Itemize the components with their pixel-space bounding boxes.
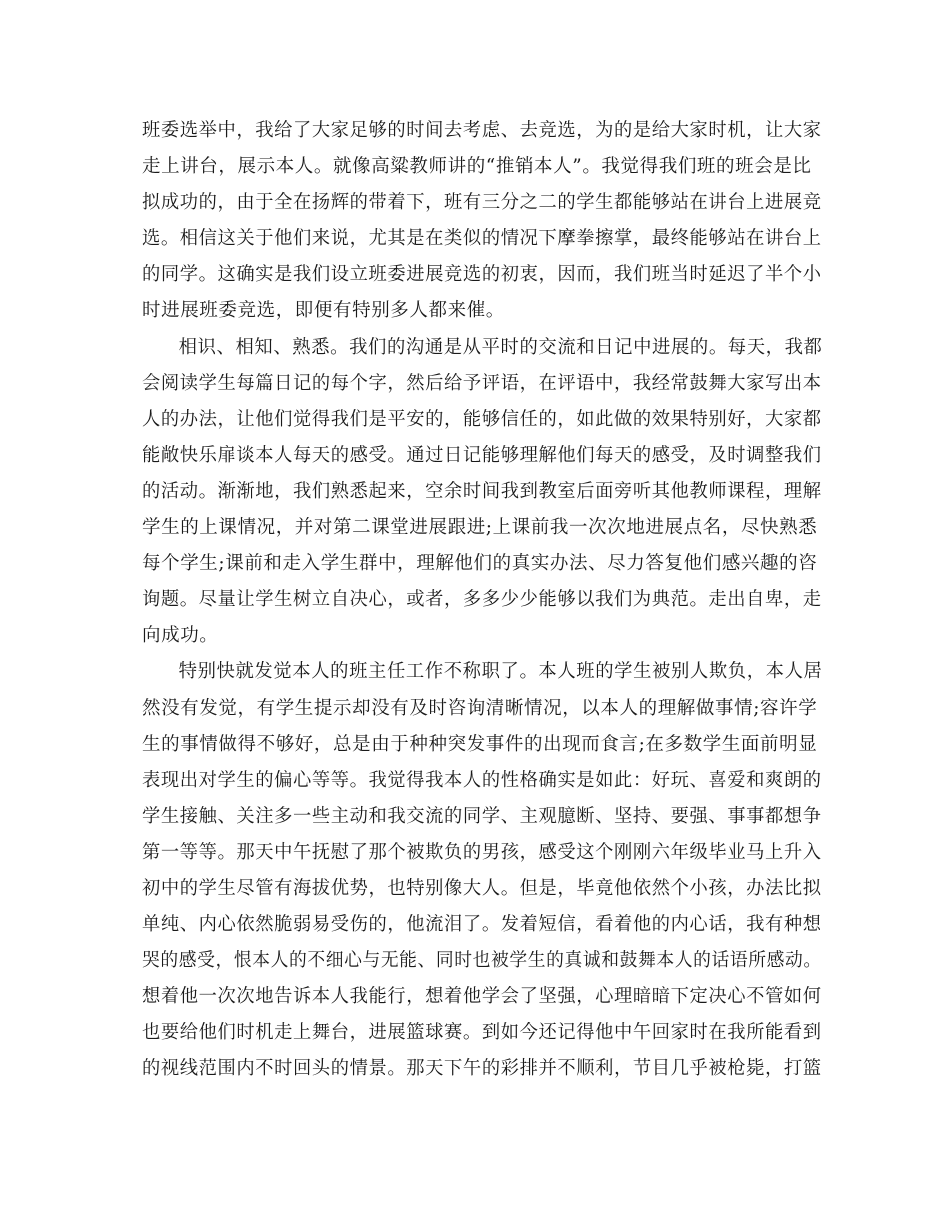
body-text bbox=[142, 113, 822, 1088]
text-line: 然没有发觉，有学生提示却没有及时咨询清晰情况，以本人的理解做事情;容许学 bbox=[142, 697, 818, 719]
text-line: 班委选举中，我给了大家足够的时间去考虑、去竞选，为的是给大家时机，让大家 bbox=[142, 120, 822, 141]
paragraph-first-line: 特别快就发觉本人的班主任工作不称职了。本人班的学生被别人欺负，本人居 bbox=[178, 661, 823, 683]
text-line: 初中的学生尽管有海拔优势，也特别像大人。但是，毕竟他依然个小孩，办法比拟 bbox=[142, 877, 822, 899]
text-line: 会阅读学生每篇日记的每个字，然后给予评语，在评语中，我经常鼓舞大家写出本 bbox=[142, 372, 822, 394]
text-line: 的视线范围内不时回头的情景。那天下午的彩排并不顺利，节目几乎被枪毙，打篮 bbox=[142, 1058, 822, 1080]
text-line: 能敞快乐扉谈本人每天的感受。通过日记能够理解他们每天的感受，及时调整我们 bbox=[142, 444, 822, 466]
text-line: 哭的感受，恨本人的不细心与无能、同时也被学生的真诚和鼓舞本人的话语所感动。 bbox=[142, 950, 822, 972]
text-line: 每个学生;课前和走入学生群中，理解他们的真实办法、尽力答复他们感兴趣的咨 bbox=[142, 553, 818, 575]
text-line: 询题。尽量让学生树立自决心，或者，多多少少能够以我们为典范。走出自卑，走 bbox=[142, 589, 822, 611]
paragraph-first-line: 相识、相知、熟悉。我们的沟通是从平时的交流和日记中进展的。每天，我都 bbox=[178, 336, 823, 358]
text-line: 表现出对学生的偏心等等。我觉得我本人的性格确实是如此：好玩、喜爱和爽朗的 bbox=[142, 769, 822, 791]
text-line: 时进展班委竞选，即便有特别多人都来催。 bbox=[142, 300, 505, 322]
text-line: 向成功。 bbox=[142, 625, 219, 647]
text-line: 选。相信这关于他们来说，尤其是在类似的情况下摩拳擦掌，最终能够站在讲台上 bbox=[142, 228, 822, 250]
text-line: 的同学。这确实是我们设立班委进展竞选的初衷，因而，我们班当时延迟了半个小 bbox=[142, 264, 822, 286]
text-line: 生的事情做得不够好，总是由于种种突发事件的出现而食言;在多数学生面前明显 bbox=[142, 733, 818, 755]
text-line: 想着他一次次地告诉本人我能行，想着他学会了坚强，心理暗暗下定决心不管如何 bbox=[142, 986, 822, 1008]
text-line: 学生接触、关注多一些主动和我交流的同学、主观臆断、坚持、要强、事事都想争 bbox=[142, 805, 822, 827]
text-line: 拟成功的，由于全在扬辉的带着下，班有三分之二的学生都能够站在讲台上进展竞 bbox=[142, 192, 822, 214]
text-line: 的活动。渐渐地，我们熟悉起来，空余时间我到教室后面旁听其他教师课程，理解 bbox=[142, 480, 822, 502]
text-line: 人的办法，让他们觉得我们是平安的，能够信任的，如此做的效果特别好，大家都 bbox=[142, 408, 822, 430]
text-line: 学生的上课情况，并对第二课堂进展跟进;上课前我一次次地进展点名，尽快熟悉 bbox=[142, 517, 818, 539]
text-line: 单纯、内心依然脆弱易受伤的，他流泪了。发着短信，看着他的内心话，我有种想 bbox=[142, 914, 822, 936]
text-line: 第一等等。那天中午抚慰了那个被欺负的男孩，感受这个刚刚六年级毕业马上升入 bbox=[142, 841, 822, 863]
text-line: 也要给他们时机走上舞台，进展篮球赛。到如今还记得他中午回家时在我所能看到 bbox=[142, 1022, 822, 1044]
text-line: 走上讲台，展示本人。就像高粱教师讲的“推销本人”。我觉得我们班的班会是比 bbox=[142, 156, 812, 178]
